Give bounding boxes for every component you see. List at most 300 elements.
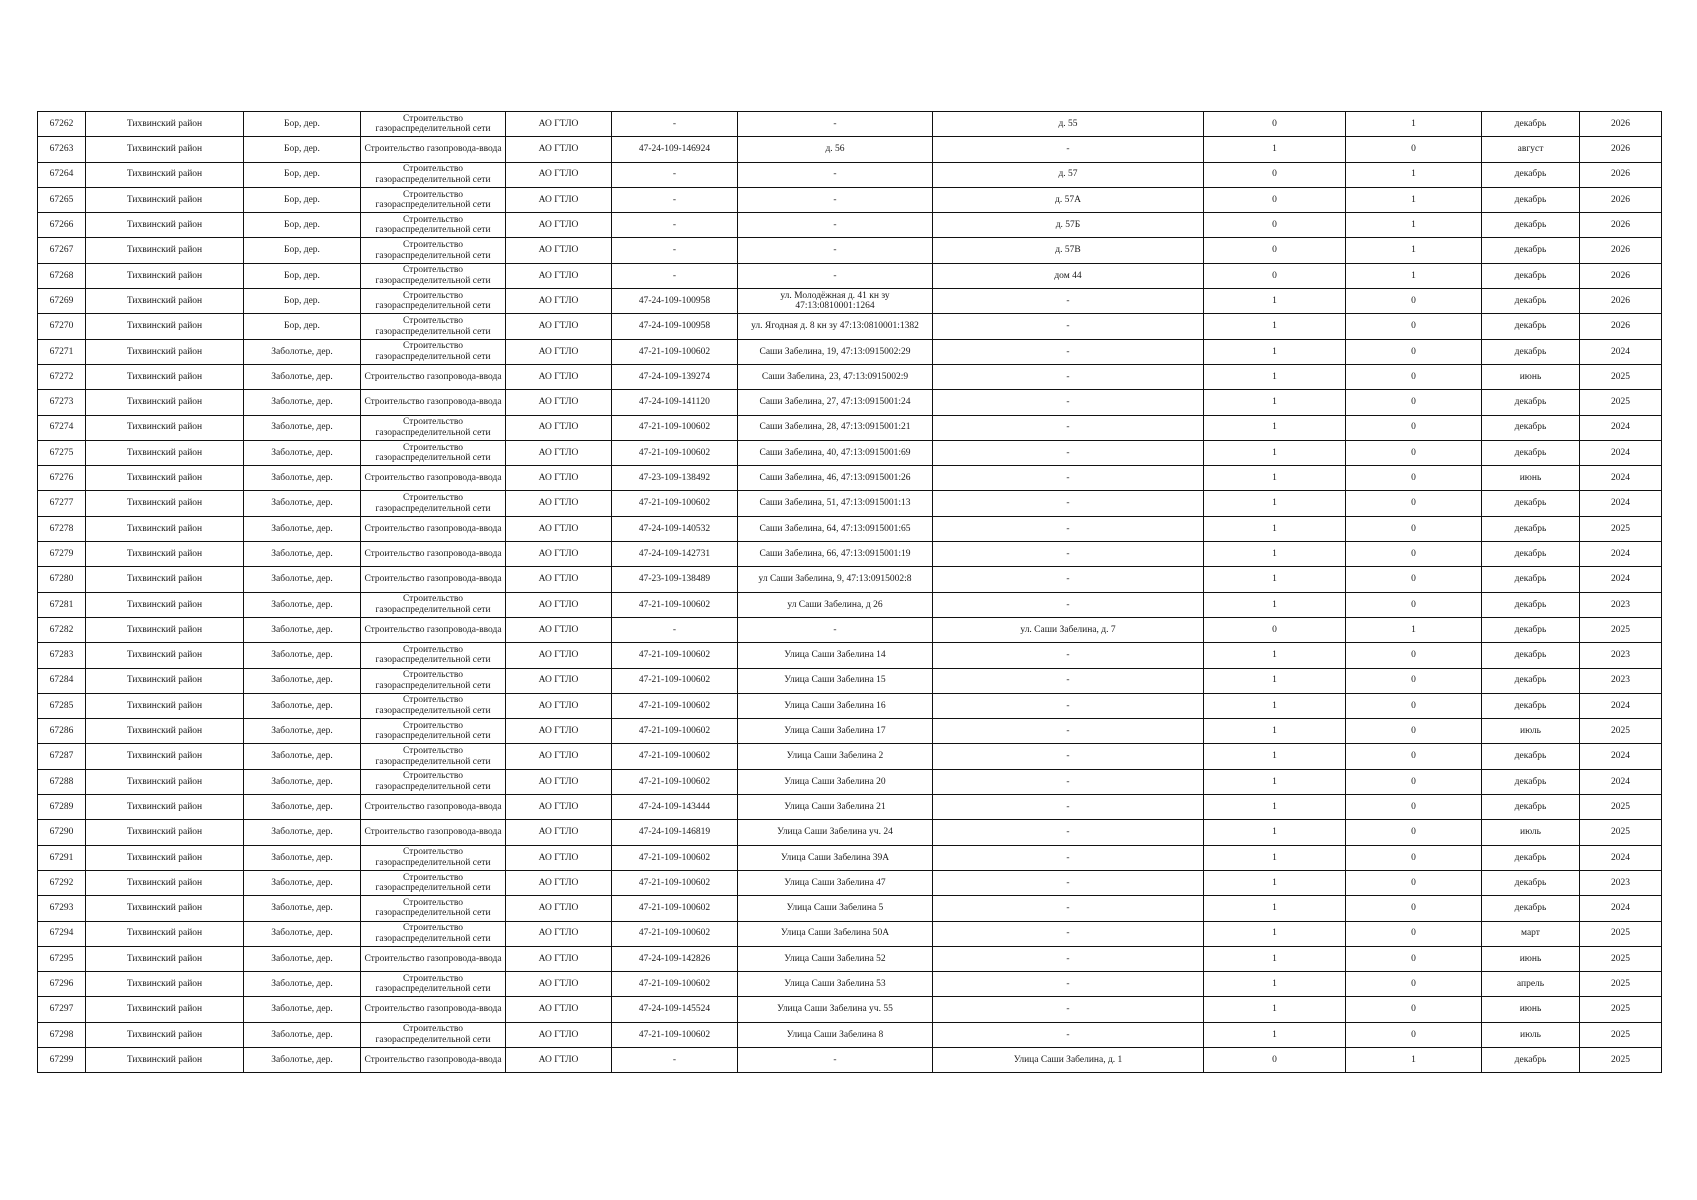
cell-work-type: Строительство газопровода-ввода [361, 820, 506, 845]
cell-settlement: Заболотье, дер. [244, 896, 361, 921]
cell-row-number: 67289 [38, 795, 86, 820]
cell-month: декабрь [1482, 187, 1580, 212]
cell-count-a: 1 [1204, 516, 1346, 541]
cell-row-number: 67272 [38, 364, 86, 389]
cell-month: декабрь [1482, 693, 1580, 718]
cell-work-type: Строительство газораспределительной сети [361, 187, 506, 212]
cell-settlement: Заболотье, дер. [244, 440, 361, 465]
cell-address-connected: Саши Забелина, 28, 47:13:0915001:21 [738, 415, 933, 440]
cell-work-type: Строительство газораспределительной сети [361, 415, 506, 440]
cell-month: июнь [1482, 997, 1580, 1022]
cell-year: 2024 [1580, 339, 1662, 364]
cell-organization: АО ГТЛО [506, 946, 612, 971]
cell-count-b: 0 [1346, 516, 1482, 541]
cell-project-code: 47-24-109-143444 [612, 795, 738, 820]
cell-month: декабрь [1482, 769, 1580, 794]
cell-year: 2024 [1580, 744, 1662, 769]
cell-work-type: Строительство газопровода-ввода [361, 390, 506, 415]
cell-project-code: 47-23-109-138492 [612, 466, 738, 491]
cell-settlement: Бор, дер. [244, 137, 361, 162]
cell-year: 2024 [1580, 491, 1662, 516]
cell-address-connected: Саши Забелина, 23, 47:13:0915002:9 [738, 364, 933, 389]
cell-count-a: 1 [1204, 390, 1346, 415]
cell-month: декабрь [1482, 112, 1580, 137]
cell-row-number: 67284 [38, 668, 86, 693]
cell-month: декабрь [1482, 238, 1580, 263]
cell-settlement: Заболотье, дер. [244, 567, 361, 592]
table-row [38, 187, 1662, 212]
cell-district: Тихвинский район [86, 870, 244, 895]
cell-month: декабрь [1482, 567, 1580, 592]
cell-address-connected: - [738, 617, 933, 642]
table-row [38, 592, 1662, 617]
cell-address-planned: - [933, 592, 1204, 617]
cell-row-number: 67262 [38, 112, 86, 137]
cell-year: 2025 [1580, 1047, 1662, 1072]
cell-project-code: - [612, 617, 738, 642]
cell-month: декабрь [1482, 896, 1580, 921]
cell-count-a: 1 [1204, 491, 1346, 516]
cell-count-b: 0 [1346, 567, 1482, 592]
cell-settlement: Заболотье, дер. [244, 1047, 361, 1072]
cell-project-code: - [612, 1047, 738, 1072]
cell-month: декабрь [1482, 289, 1580, 314]
cell-settlement: Заболотье, дер. [244, 592, 361, 617]
cell-address-planned: - [933, 744, 1204, 769]
cell-year: 2026 [1580, 162, 1662, 187]
cell-district: Тихвинский район [86, 820, 244, 845]
cell-row-number: 67297 [38, 997, 86, 1022]
cell-district: Тихвинский район [86, 921, 244, 946]
cell-row-number: 67285 [38, 693, 86, 718]
cell-month: март [1482, 921, 1580, 946]
cell-count-a: 1 [1204, 364, 1346, 389]
cell-address-planned: - [933, 668, 1204, 693]
cell-month: декабрь [1482, 542, 1580, 567]
cell-address-planned: - [933, 516, 1204, 541]
cell-year: 2023 [1580, 668, 1662, 693]
cell-count-b: 0 [1346, 339, 1482, 364]
cell-count-a: 1 [1204, 820, 1346, 845]
cell-year: 2025 [1580, 617, 1662, 642]
cell-count-b: 1 [1346, 263, 1482, 288]
cell-project-code: 47-24-109-146819 [612, 820, 738, 845]
cell-year: 2024 [1580, 466, 1662, 491]
cell-address-connected: Улица Саши Забелина 17 [738, 719, 933, 744]
cell-count-b: 1 [1346, 1047, 1482, 1072]
table-row [38, 769, 1662, 794]
cell-count-b: 1 [1346, 213, 1482, 238]
cell-row-number: 67269 [38, 289, 86, 314]
cell-address-planned: - [933, 314, 1204, 339]
cell-address-connected: Улица Саши Забелина 50А [738, 921, 933, 946]
cell-work-type: Строительство газораспределительной сети [361, 289, 506, 314]
cell-project-code: 47-21-109-100602 [612, 719, 738, 744]
cell-organization: АО ГТЛО [506, 744, 612, 769]
cell-count-a: 0 [1204, 1047, 1346, 1072]
cell-address-planned: - [933, 769, 1204, 794]
cell-project-code: 47-21-109-100602 [612, 921, 738, 946]
cell-work-type: Строительство газопровода-ввода [361, 1047, 506, 1072]
cell-address-planned: д. 57 [933, 162, 1204, 187]
cell-address-connected: - [738, 213, 933, 238]
cell-address-connected: Улица Саши Забелина 21 [738, 795, 933, 820]
cell-month: декабрь [1482, 339, 1580, 364]
cell-settlement: Заболотье, дер. [244, 1022, 361, 1047]
cell-district: Тихвинский район [86, 491, 244, 516]
cell-settlement: Заболотье, дер. [244, 491, 361, 516]
cell-count-a: 1 [1204, 997, 1346, 1022]
cell-district: Тихвинский район [86, 263, 244, 288]
cell-year: 2026 [1580, 314, 1662, 339]
cell-address-connected: Улица Саши Забелина 20 [738, 769, 933, 794]
cell-year: 2025 [1580, 719, 1662, 744]
cell-count-a: 1 [1204, 592, 1346, 617]
cell-work-type: Строительство газораспределительной сети [361, 112, 506, 137]
cell-address-connected: Саши Забелина, 51, 47:13:0915001:13 [738, 491, 933, 516]
cell-district: Тихвинский район [86, 542, 244, 567]
cell-project-code: 47-24-109-141120 [612, 390, 738, 415]
cell-row-number: 67290 [38, 820, 86, 845]
cell-settlement: Заболотье, дер. [244, 466, 361, 491]
cell-organization: АО ГТЛО [506, 592, 612, 617]
cell-address-connected: Саши Забелина, 64, 47:13:0915001:65 [738, 516, 933, 541]
table-row [38, 972, 1662, 997]
cell-district: Тихвинский район [86, 516, 244, 541]
cell-work-type: Строительство газопровода-ввода [361, 137, 506, 162]
cell-address-connected: Саши Забелина, 66, 47:13:0915001:19 [738, 542, 933, 567]
cell-year: 2026 [1580, 238, 1662, 263]
cell-address-planned: - [933, 440, 1204, 465]
table-row [38, 870, 1662, 895]
cell-district: Тихвинский район [86, 769, 244, 794]
cell-address-planned: д. 57Б [933, 213, 1204, 238]
cell-district: Тихвинский район [86, 997, 244, 1022]
cell-count-a: 1 [1204, 314, 1346, 339]
cell-district: Тихвинский район [86, 187, 244, 212]
cell-count-b: 1 [1346, 617, 1482, 642]
cell-year: 2026 [1580, 289, 1662, 314]
cell-settlement: Бор, дер. [244, 187, 361, 212]
cell-month: декабрь [1482, 744, 1580, 769]
cell-row-number: 67287 [38, 744, 86, 769]
cell-month: июнь [1482, 946, 1580, 971]
cell-project-code: 47-21-109-100602 [612, 592, 738, 617]
table-row [38, 314, 1662, 339]
cell-address-connected: Саши Забелина, 40, 47:13:0915001:69 [738, 440, 933, 465]
cell-organization: АО ГТЛО [506, 238, 612, 263]
cell-count-a: 1 [1204, 415, 1346, 440]
cell-row-number: 67296 [38, 972, 86, 997]
cell-month: июль [1482, 820, 1580, 845]
cell-count-a: 1 [1204, 137, 1346, 162]
cell-row-number: 67264 [38, 162, 86, 187]
cell-address-planned: - [933, 845, 1204, 870]
cell-year: 2025 [1580, 921, 1662, 946]
cell-address-connected: д. 56 [738, 137, 933, 162]
cell-organization: АО ГТЛО [506, 845, 612, 870]
cell-settlement: Заболотье, дер. [244, 339, 361, 364]
cell-count-a: 0 [1204, 617, 1346, 642]
cell-project-code: 47-21-109-100602 [612, 744, 738, 769]
cell-row-number: 67270 [38, 314, 86, 339]
cell-project-code: - [612, 187, 738, 212]
table-row [38, 289, 1662, 314]
cell-month: декабрь [1482, 795, 1580, 820]
cell-row-number: 67271 [38, 339, 86, 364]
cell-work-type: Строительство газопровода-ввода [361, 997, 506, 1022]
cell-district: Тихвинский район [86, 213, 244, 238]
cell-year: 2025 [1580, 1022, 1662, 1047]
cell-year: 2026 [1580, 137, 1662, 162]
cell-row-number: 67273 [38, 390, 86, 415]
cell-organization: АО ГТЛО [506, 289, 612, 314]
cell-month: декабрь [1482, 516, 1580, 541]
cell-row-number: 67293 [38, 896, 86, 921]
cell-year: 2026 [1580, 187, 1662, 212]
cell-address-connected: Улица Саши Забелина 8 [738, 1022, 933, 1047]
cell-address-connected: Саши Забелина, 19, 47:13:0915002:29 [738, 339, 933, 364]
cell-count-b: 1 [1346, 112, 1482, 137]
cell-work-type: Строительство газораспределительной сети [361, 162, 506, 187]
cell-address-connected: Улица Саши Забелина 39А [738, 845, 933, 870]
cell-district: Тихвинский район [86, 1022, 244, 1047]
cell-row-number: 67274 [38, 415, 86, 440]
cell-count-a: 1 [1204, 1022, 1346, 1047]
cell-month: июль [1482, 719, 1580, 744]
cell-work-type: Строительство газопровода-ввода [361, 466, 506, 491]
cell-month: декабрь [1482, 491, 1580, 516]
table-row [38, 491, 1662, 516]
cell-settlement: Заболотье, дер. [244, 668, 361, 693]
cell-address-connected: - [738, 187, 933, 212]
cell-month: декабрь [1482, 845, 1580, 870]
cell-month: декабрь [1482, 213, 1580, 238]
cell-project-code: - [612, 162, 738, 187]
cell-row-number: 67299 [38, 1047, 86, 1072]
cell-address-planned: - [933, 870, 1204, 895]
cell-project-code: 47-21-109-100602 [612, 972, 738, 997]
cell-work-type: Строительство газопровода-ввода [361, 617, 506, 642]
cell-month: декабрь [1482, 870, 1580, 895]
cell-organization: АО ГТЛО [506, 719, 612, 744]
table-row [38, 364, 1662, 389]
cell-address-connected: ул Саши Забелина, 9, 47:13:0915002:8 [738, 567, 933, 592]
cell-count-b: 0 [1346, 592, 1482, 617]
cell-organization: АО ГТЛО [506, 364, 612, 389]
cell-address-planned: - [933, 795, 1204, 820]
cell-work-type: Строительство газораспределительной сети [361, 870, 506, 895]
cell-work-type: Строительство газораспределительной сети [361, 921, 506, 946]
cell-district: Тихвинский район [86, 643, 244, 668]
cell-district: Тихвинский район [86, 719, 244, 744]
table-row [38, 946, 1662, 971]
table-row [38, 896, 1662, 921]
cell-count-b: 0 [1346, 896, 1482, 921]
cell-work-type: Строительство газораспределительной сети [361, 491, 506, 516]
cell-count-a: 1 [1204, 795, 1346, 820]
cell-settlement: Бор, дер. [244, 213, 361, 238]
cell-row-number: 67265 [38, 187, 86, 212]
table-row [38, 137, 1662, 162]
cell-month: июнь [1482, 364, 1580, 389]
cell-project-code: 47-21-109-100602 [612, 339, 738, 364]
cell-year: 2025 [1580, 972, 1662, 997]
cell-count-a: 1 [1204, 719, 1346, 744]
cell-work-type: Строительство газораспределительной сети [361, 643, 506, 668]
cell-district: Тихвинский район [86, 314, 244, 339]
cell-project-code: 47-24-109-142731 [612, 542, 738, 567]
cell-organization: АО ГТЛО [506, 112, 612, 137]
cell-settlement: Заболотье, дер. [244, 946, 361, 971]
cell-address-planned: - [933, 466, 1204, 491]
cell-address-connected: Улица Саши Забелина 53 [738, 972, 933, 997]
cell-organization: АО ГТЛО [506, 567, 612, 592]
cell-settlement: Заболотье, дер. [244, 744, 361, 769]
cell-work-type: Строительство газораспределительной сети [361, 972, 506, 997]
cell-count-b: 0 [1346, 390, 1482, 415]
cell-organization: АО ГТЛО [506, 769, 612, 794]
cell-count-b: 0 [1346, 769, 1482, 794]
cell-settlement: Бор, дер. [244, 289, 361, 314]
cell-project-code: 47-24-109-140532 [612, 516, 738, 541]
cell-address-planned: - [933, 896, 1204, 921]
cell-project-code: 47-21-109-100602 [612, 643, 738, 668]
cell-district: Тихвинский район [86, 946, 244, 971]
cell-organization: АО ГТЛО [506, 390, 612, 415]
cell-district: Тихвинский район [86, 972, 244, 997]
cell-settlement: Заболотье, дер. [244, 643, 361, 668]
cell-settlement: Заболотье, дер. [244, 364, 361, 389]
cell-row-number: 67291 [38, 845, 86, 870]
cell-district: Тихвинский район [86, 466, 244, 491]
cell-project-code: 47-21-109-100602 [612, 845, 738, 870]
cell-year: 2025 [1580, 364, 1662, 389]
cell-settlement: Заболотье, дер. [244, 617, 361, 642]
cell-row-number: 67294 [38, 921, 86, 946]
cell-count-a: 1 [1204, 440, 1346, 465]
cell-district: Тихвинский район [86, 162, 244, 187]
table-row [38, 390, 1662, 415]
cell-district: Тихвинский район [86, 845, 244, 870]
cell-year: 2024 [1580, 845, 1662, 870]
cell-project-code: - [612, 213, 738, 238]
cell-count-a: 1 [1204, 896, 1346, 921]
cell-settlement: Заболотье, дер. [244, 769, 361, 794]
cell-month: июль [1482, 1022, 1580, 1047]
cell-year: 2024 [1580, 567, 1662, 592]
cell-year: 2023 [1580, 592, 1662, 617]
cell-settlement: Бор, дер. [244, 314, 361, 339]
cell-address-planned: - [933, 643, 1204, 668]
cell-month: декабрь [1482, 668, 1580, 693]
cell-year: 2023 [1580, 643, 1662, 668]
cell-address-connected: Улица Саши Забелина 47 [738, 870, 933, 895]
cell-count-b: 0 [1346, 693, 1482, 718]
cell-count-a: 1 [1204, 845, 1346, 870]
cell-organization: АО ГТЛО [506, 187, 612, 212]
cell-count-b: 0 [1346, 289, 1482, 314]
cell-count-b: 1 [1346, 187, 1482, 212]
cell-settlement: Заболотье, дер. [244, 845, 361, 870]
cell-count-b: 0 [1346, 719, 1482, 744]
cell-project-code: 47-21-109-100602 [612, 693, 738, 718]
cell-count-a: 1 [1204, 921, 1346, 946]
cell-organization: АО ГТЛО [506, 643, 612, 668]
cell-count-b: 0 [1346, 870, 1482, 895]
cell-month: декабрь [1482, 440, 1580, 465]
cell-organization: АО ГТЛО [506, 617, 612, 642]
cell-count-a: 1 [1204, 668, 1346, 693]
cell-year: 2024 [1580, 896, 1662, 921]
cell-settlement: Заболотье, дер. [244, 820, 361, 845]
cell-settlement: Заболотье, дер. [244, 542, 361, 567]
cell-address-connected: ул. Молодёжная д. 41 кн зу 47:13:0810001:1264 [738, 289, 933, 314]
cell-work-type: Строительство газораспределительной сети [361, 238, 506, 263]
cell-address-planned: - [933, 491, 1204, 516]
cell-project-code: 47-24-109-142826 [612, 946, 738, 971]
cell-address-connected: Улица Саши Забелина уч. 24 [738, 820, 933, 845]
cell-organization: АО ГТЛО [506, 415, 612, 440]
cell-address-planned: - [933, 137, 1204, 162]
cell-work-type: Строительство газораспределительной сети [361, 339, 506, 364]
cell-settlement: Заболотье, дер. [244, 390, 361, 415]
cell-settlement: Заболотье, дер. [244, 415, 361, 440]
cell-project-code: 47-21-109-100602 [612, 415, 738, 440]
cell-row-number: 67278 [38, 516, 86, 541]
cell-count-b: 0 [1346, 643, 1482, 668]
table-row [38, 112, 1662, 137]
table-row [38, 845, 1662, 870]
cell-work-type: Строительство газораспределительной сети [361, 263, 506, 288]
cell-count-b: 0 [1346, 997, 1482, 1022]
cell-work-type: Строительство газопровода-ввода [361, 946, 506, 971]
cell-row-number: 67281 [38, 592, 86, 617]
cell-district: Тихвинский район [86, 238, 244, 263]
table-row [38, 795, 1662, 820]
cell-month: декабрь [1482, 1047, 1580, 1072]
cell-year: 2024 [1580, 542, 1662, 567]
cell-district: Тихвинский район [86, 795, 244, 820]
cell-work-type: Строительство газораспределительной сети [361, 769, 506, 794]
cell-project-code: 47-21-109-100602 [612, 896, 738, 921]
cell-row-number: 67275 [38, 440, 86, 465]
cell-count-a: 1 [1204, 870, 1346, 895]
cell-address-connected: - [738, 162, 933, 187]
cell-organization: АО ГТЛО [506, 870, 612, 895]
cell-project-code: 47-21-109-100602 [612, 769, 738, 794]
cell-row-number: 67267 [38, 238, 86, 263]
cell-year: 2024 [1580, 693, 1662, 718]
cell-address-connected: - [738, 263, 933, 288]
cell-address-planned: - [933, 390, 1204, 415]
table-row [38, 516, 1662, 541]
table-row [38, 542, 1662, 567]
table-row [38, 643, 1662, 668]
cell-organization: АО ГТЛО [506, 137, 612, 162]
cell-count-a: 1 [1204, 289, 1346, 314]
cell-row-number: 67298 [38, 1022, 86, 1047]
cell-row-number: 67277 [38, 491, 86, 516]
cell-address-connected: Улица Саши Забелина 2 [738, 744, 933, 769]
cell-project-code: 47-24-109-146924 [612, 137, 738, 162]
cell-address-planned: - [933, 364, 1204, 389]
cell-address-connected: Улица Саши Забелина 14 [738, 643, 933, 668]
cell-work-type: Строительство газораспределительной сети [361, 719, 506, 744]
cell-project-code: - [612, 263, 738, 288]
cell-count-b: 0 [1346, 668, 1482, 693]
table-row [38, 415, 1662, 440]
